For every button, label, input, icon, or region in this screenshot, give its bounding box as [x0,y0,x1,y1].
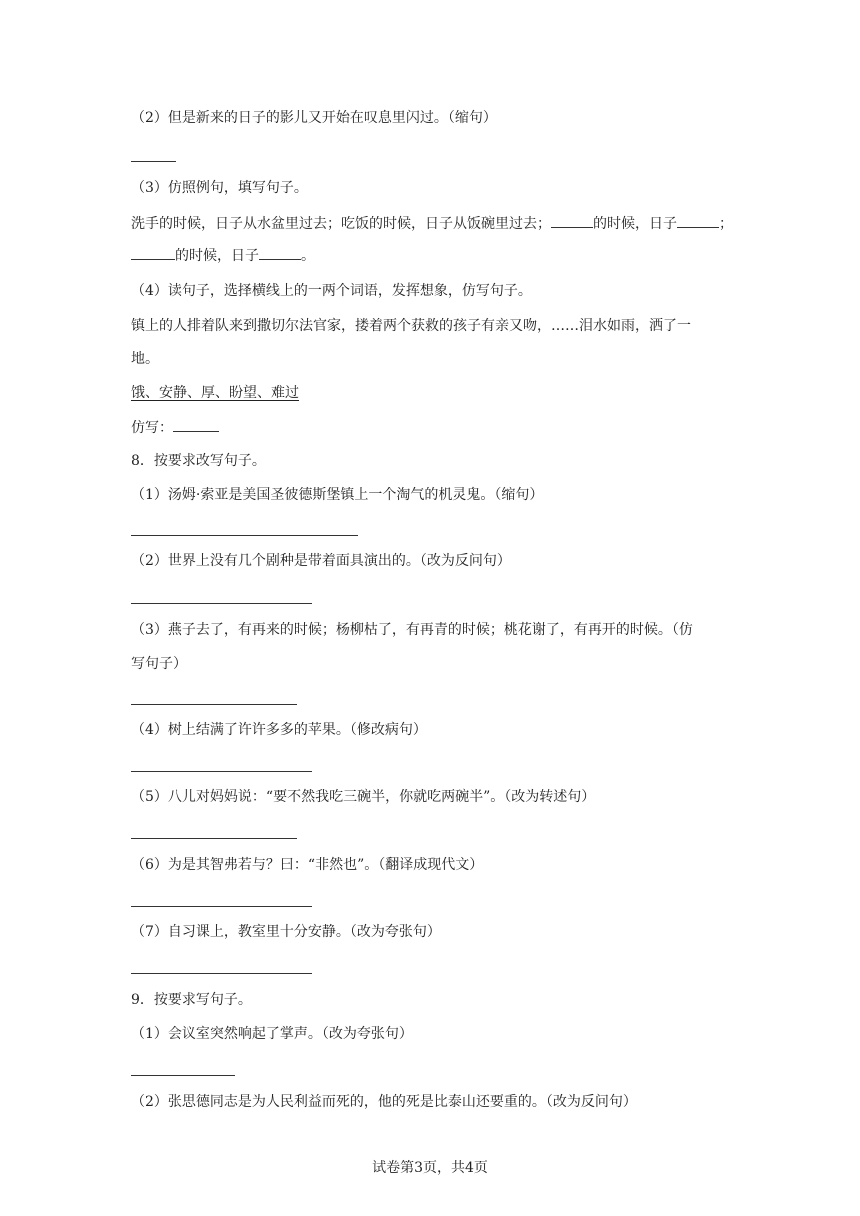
question-8-7: （7）自习课上，教室里十分安静。（改为夸张句） [131,924,441,940]
question-7-3: （3）仿照例句，填写句子。 [131,180,308,196]
question-8-2: （2）世界上没有几个剧种是带着面具演出的。（改为反问句） [131,553,511,569]
answer-line[interactable] [131,161,176,162]
question-9-1: （1）会议室突然响起了掌声。（改为夸张句） [131,1026,413,1042]
answer-line[interactable] [131,906,312,907]
answer-line[interactable] [131,704,297,705]
page-footer: 试卷第3页，共4页 [372,1160,488,1176]
question-7-4-text: 地。 [131,351,159,367]
answer-line[interactable] [131,603,312,604]
answer-line[interactable] [131,1075,235,1076]
question-7-4: （4）读句子，选择横线上的一两个词语，发挥想象，仿写句子。 [131,283,532,299]
example-text: ； [719,216,733,232]
example-text: 。 [301,248,315,264]
answer-line[interactable] [131,838,297,839]
fill-blank[interactable] [677,213,719,228]
example-text: 洗手的时候，日子从水盆里过去；吃饭的时候，日子从饭碗里过去； [131,216,551,232]
question-8-title: 8．按要求改写句子。 [131,453,266,469]
answer-line[interactable] [131,771,312,772]
fill-blank[interactable] [173,417,219,432]
question-7-2: （2）但是新来的日子的影儿又开始在叹息里闪过。（缩句） [131,110,497,126]
question-7-3-example [131,213,733,234]
question-9-2: （2）张思德同志是为人民利益而死的，他的死是比泰山还要重的。（改为反问句） [131,1094,637,1110]
question-7-4-text: 镇上的人排着队来到撒切尔法官家，搂着两个获救的孩子有亲又吻，……泪水如雨，洒了一 [131,318,691,334]
answer-line[interactable] [131,973,312,974]
fill-blank[interactable] [259,245,301,260]
example-text: 的时候，日子 [593,216,677,232]
imitate-prompt [131,417,219,438]
question-8-3: 写句子） [131,656,187,672]
question-8-5: （5）八儿对妈妈说：“要不然我吃三碗半，你就吃两碗半”。（改为转述句） [131,789,596,805]
question-7-3-example-2 [131,245,315,266]
word-choices: 饿、安静、厚、盼望、难过 [131,385,299,401]
fill-blank[interactable] [131,245,175,260]
question-8-4: （4）树上结满了许许多多的苹果。（修改病句） [131,722,427,738]
question-8-3: （3）燕子去了，有再来的时候；杨柳枯了，有再青的时候；桃花谢了，有再开的时候。（仿 [131,622,693,638]
question-8-6: （6）为是其智弗若与？曰：“非然也”。（翻译成现代文） [131,857,484,873]
example-text: 的时候，日子 [175,248,259,264]
question-8-1: （1）汤姆·索亚是美国圣彼德斯堡镇上一个淘气的机灵鬼。（缩句） [131,487,544,503]
imitate-label: 仿写： [131,420,173,436]
answer-line[interactable] [131,535,358,536]
fill-blank[interactable] [551,213,593,228]
question-9-title: 9．按要求写句子。 [131,992,252,1008]
